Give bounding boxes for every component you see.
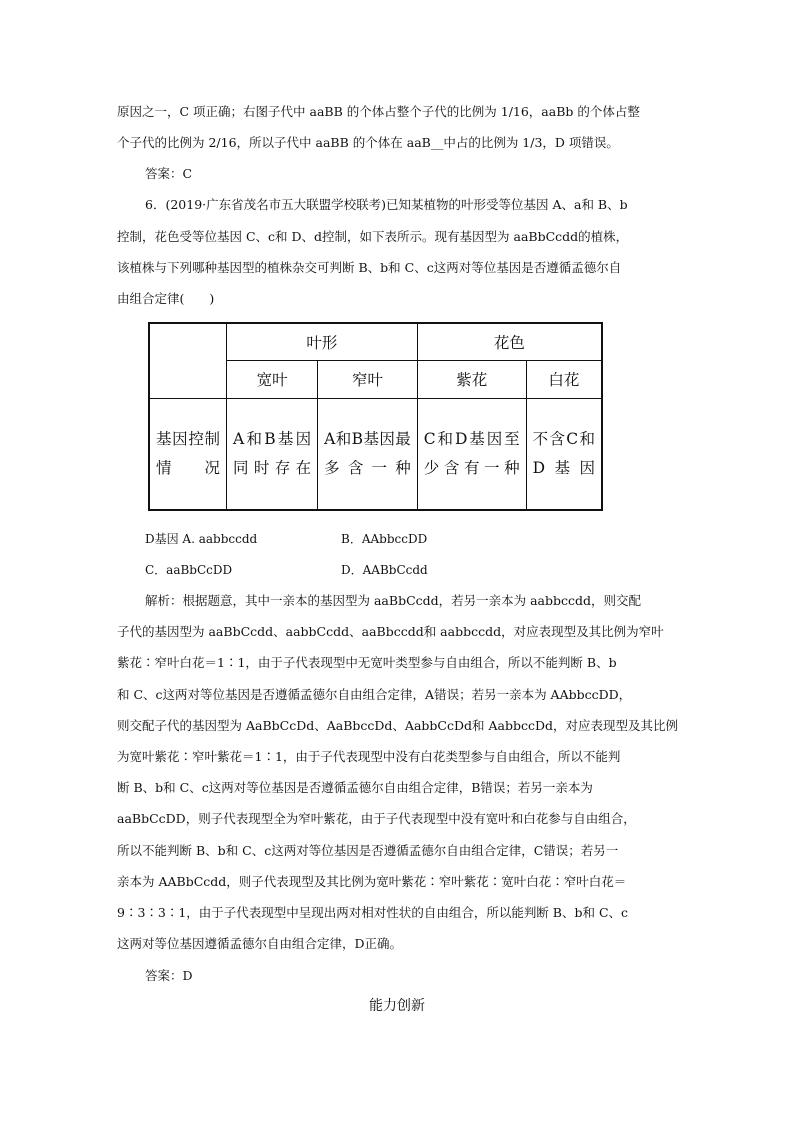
analysis-line-11: 9∶3∶3∶1，由于子代表现型中呈现出两对相对性状的自由组合，所以能判断 B、b和 C、c	[117, 905, 629, 920]
analysis-line-6: 为宽叶紫花∶窄叶紫花＝1∶1，由于子代表现型中没有白花类型参与自由组合，所以不能判	[117, 749, 621, 764]
question-line-4: 由组合定律( )	[117, 291, 215, 306]
question-line-3: 该植株与下列哪种基因型的植株杂交可判断 B、b和 C、c这两对等位基因是否遵循孟德尔自	[117, 260, 622, 275]
analysis-line-2: 子代的基因型为 aaBbCcdd、aabbCcdd、aaBbccdd和 aabbccdd，对应表现型及其比例为窄叶	[117, 624, 664, 639]
header-flower-color: 花色	[417, 323, 602, 360]
analysis-line-12: 这两对等位基因遵循孟德尔自由组合定律，D正确。	[117, 936, 403, 951]
cell-narrow-leaf: A和B基因最多含一种	[318, 398, 418, 510]
option-b: B．AAbbccDD	[341, 532, 428, 546]
header-wide-leaf: 宽叶	[227, 360, 318, 398]
option-c: C．aaBbCcDD	[145, 563, 233, 577]
option-a: D基因 A. aabbccdd	[145, 532, 258, 546]
analysis-line-7: 断 B、b和 C、c这两对等位基因是否遵循孟德尔自由组合定律，B错误；若另一亲本为	[117, 780, 593, 795]
header-purple-flower: 紫花	[417, 360, 526, 398]
cell-purple-flower: C和D基因至少含有一种	[417, 398, 526, 510]
analysis-line-9: 所以不能判断 B、b和 C、c这两对等位基因是否遵循孟德尔自由组合定律，C错误；若另一	[117, 843, 619, 858]
header-white-flower: 白花	[526, 360, 602, 398]
cell-white-flower: 不含C和D基因	[526, 398, 602, 510]
analysis-line-3: 紫花∶窄叶白花＝1∶1，由于子代表现型中无宽叶类型参与自由组合，所以不能判断 B、b	[117, 655, 617, 670]
answer-d: 答案：D	[145, 968, 193, 983]
prev-analysis-line-1: 原因之一，C 项正确；右图子代中 aaBB 的个体占整个子代的比例为 1/16，aaBb 的个体占整	[117, 104, 640, 119]
analysis-line-1: 解析：根据题意，其中一亲本的基因型为 aaBbCcdd，若另一亲本为 aabbccdd，则交配	[145, 593, 642, 608]
prev-answer: 答案：C	[145, 166, 193, 181]
cell-wide-leaf: A和B基因同时存在	[227, 398, 318, 510]
table-corner-cell	[149, 323, 227, 398]
header-narrow-leaf: 窄叶	[318, 360, 418, 398]
question-line-2: 控制，花色受等位基因 C、c和 D、d控制，如下表所示。现有基因型为 aaBbCcdd的植株，	[117, 229, 629, 244]
analysis-line-5: 则交配子代的基因型为 AaBbCcDd、AaBbccDd、AabbCcDd和 AabbccDd，对应表现型及其比例	[117, 718, 678, 733]
row-label-gene-control: 基因控制情况	[149, 398, 227, 510]
section-heading: 能力创新	[369, 998, 425, 1014]
gene-table	[148, 322, 603, 511]
analysis-line-10: 亲本为 AABbCcdd，则子代表现型及其比例为宽叶紫花∶窄叶紫花∶宽叶白花∶窄叶白花＝	[117, 874, 627, 889]
analysis-line-4: 和 C、c这两对等位基因是否遵循孟德尔自由组合定律，A错误；若另一亲本为 AAbbccDD，	[117, 687, 632, 702]
prev-analysis-line-2: 个子代的比例为 2/16，所以子代中 aaBB 的个体在 aaB__中占的比例为 1/3，D 项错误。	[117, 135, 619, 150]
option-d: D．AABbCcdd	[341, 563, 428, 577]
question-line-1: 6．(2019·广东省茂名市五大联盟学校联考)已知某植物的叶形受等位基因 A、a和 B、b	[145, 197, 628, 212]
header-leaf-shape: 叶形	[227, 323, 418, 360]
analysis-line-8: aaBbCcDD，则子代表现型全为窄叶紫花，由于子代表现型中没有宽叶和白花参与自由组合，	[117, 811, 636, 826]
